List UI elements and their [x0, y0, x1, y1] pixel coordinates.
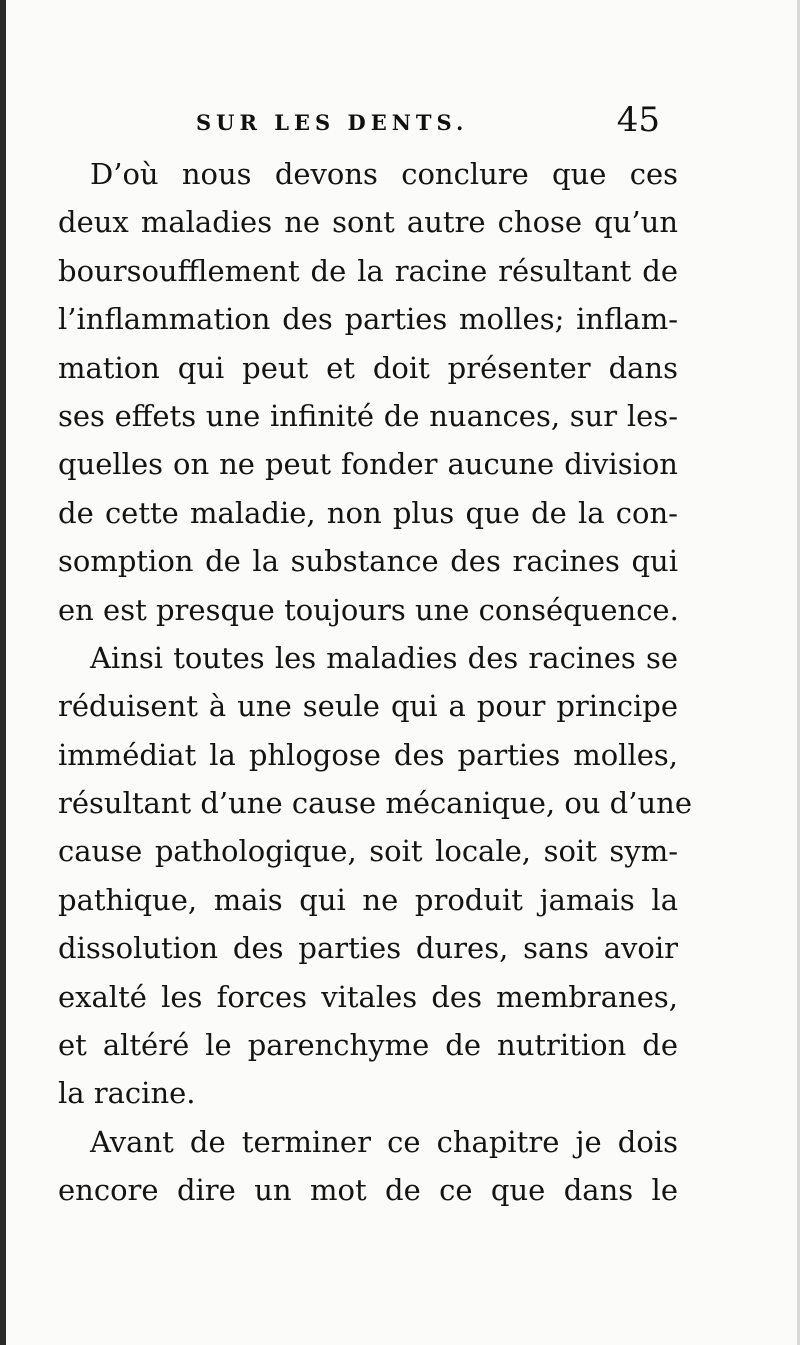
text-line: de cette maladie, non plus que de la con-	[58, 495, 678, 530]
text-line: et altéré le parenchyme de nutrition de	[58, 1028, 678, 1063]
text-line: l’inflammation des parties molles; inflam-	[58, 302, 678, 337]
text-line: Ainsi toutes les maladies des racines se	[90, 640, 678, 675]
body-text	[58, 150, 692, 1215]
text-line: boursoufflement de la racine résultant de	[58, 253, 678, 288]
text-line: encore dire un mot de ce que dans le	[58, 1173, 678, 1208]
text-line: D’où nous devons conclure que ces	[90, 157, 678, 191]
text-line: cause pathologique, soit locale, soit sym-	[58, 834, 678, 869]
text-line: deux maladies ne sont autre chose qu’un	[58, 205, 678, 240]
text-line: pathique, mais qui ne produit jamais la	[58, 882, 678, 917]
text-line: la racine.	[58, 1076, 196, 1111]
text-line: exalté les forces vitales des membranes,	[58, 979, 678, 1014]
text-line: immédiat la phlogose des parties molles,	[58, 737, 678, 772]
text-line: quelles on ne peut fonder aucune division	[58, 447, 678, 482]
text-line: Avant de terminer ce chapitre je dois	[90, 1124, 678, 1159]
text-line: somption de la substance des racines qui	[58, 544, 678, 579]
page-binding-edge	[0, 0, 6, 1345]
running-title: SUR LES DENTS.	[196, 110, 469, 135]
text-line: mation qui peut et doit présenter dans	[58, 350, 678, 385]
text-line: résultant d’une cause mécanique, ou d’une	[58, 786, 692, 821]
running-header	[56, 100, 666, 150]
text-line: ses effets une infinité de nuances, sur les-	[58, 398, 678, 433]
text-line: réduisent à une seule qui a pour principe	[58, 689, 678, 724]
page-number: 45	[616, 100, 660, 140]
text-line: dissolution des parties dures, sans avoir	[58, 931, 678, 966]
text-line: en est presque toujours une conséquence.	[58, 592, 679, 627]
